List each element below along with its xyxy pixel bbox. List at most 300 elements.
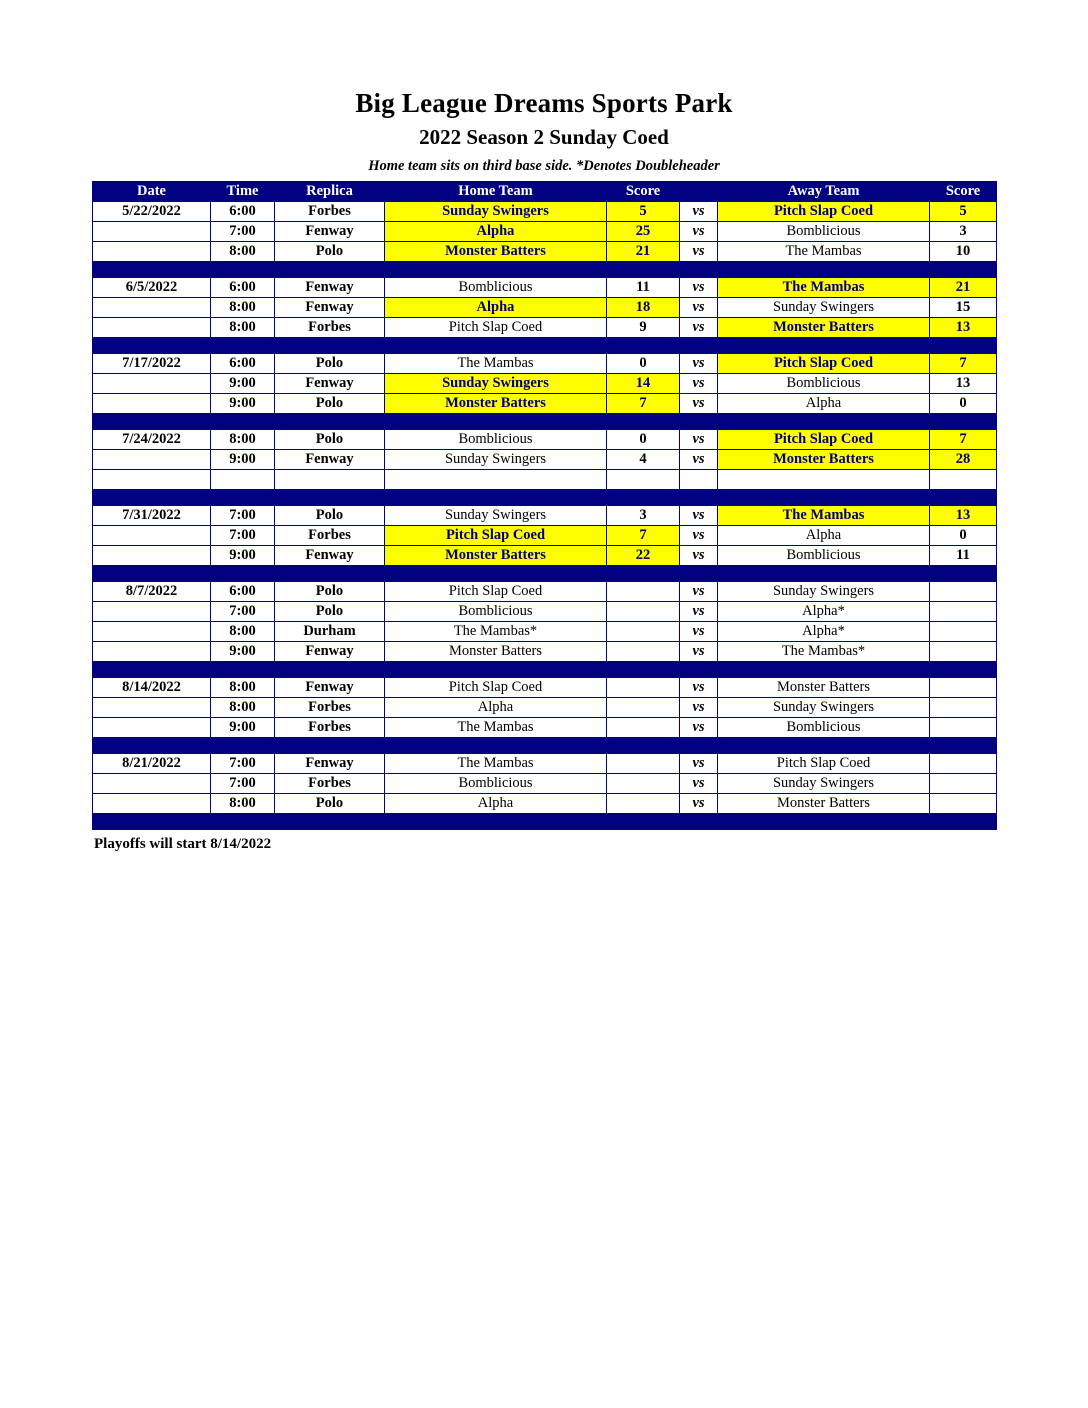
- cell-home-score: 11: [607, 278, 680, 298]
- cell-away-score: 0: [930, 526, 997, 546]
- cell-away-team: Monster Batters: [718, 450, 930, 470]
- cell-replica: Forbes: [275, 718, 385, 738]
- page-title: Big League Dreams Sports Park: [355, 88, 733, 118]
- cell-away-team: Sunday Swingers: [718, 698, 930, 718]
- cell-home-team: Sunday Swingers: [385, 506, 607, 526]
- spacer-cell: [211, 814, 275, 830]
- cell-home-score: 25: [607, 222, 680, 242]
- blank-cell: [607, 470, 680, 490]
- cell-away-team: Sunday Swingers: [718, 298, 930, 318]
- cell-vs-label: vs: [680, 794, 718, 814]
- cell-away-score: 5: [930, 202, 997, 222]
- spacer-cell: [275, 414, 385, 430]
- spacer-cell: [607, 814, 680, 830]
- cell-home-team: Bomblicious: [385, 774, 607, 794]
- column-header-time: Time: [211, 182, 275, 202]
- cell-away-score: 13: [930, 506, 997, 526]
- spacer-cell: [718, 662, 930, 678]
- cell-time: 8:00: [211, 298, 275, 318]
- cell-time: 8:00: [211, 678, 275, 698]
- spacer-cell: [680, 262, 718, 278]
- column-header-replica: Replica: [275, 182, 385, 202]
- cell-away-score: [930, 698, 997, 718]
- table-row: [93, 774, 997, 794]
- cell-replica: Fenway: [275, 222, 385, 242]
- table-header-row: [93, 182, 997, 202]
- cell-date: [93, 394, 211, 414]
- spacer-cell: [930, 662, 997, 678]
- cell-time: 7:00: [211, 222, 275, 242]
- cell-away-score: [930, 718, 997, 738]
- cell-home-team: Bomblicious: [385, 602, 607, 622]
- cell-vs-label: vs: [680, 678, 718, 698]
- cell-date: [93, 698, 211, 718]
- cell-date: [93, 602, 211, 622]
- table-spacer-row: [93, 490, 997, 506]
- cell-away-team: The Mambas*: [718, 642, 930, 662]
- cell-away-team: The Mambas: [718, 242, 930, 262]
- cell-time: 9:00: [211, 374, 275, 394]
- cell-home-score: 7: [607, 394, 680, 414]
- table-row: [93, 242, 997, 262]
- cell-away-team: Bomblicious: [718, 718, 930, 738]
- cell-home-team: Bomblicious: [385, 430, 607, 450]
- cell-time: 7:00: [211, 526, 275, 546]
- spacer-cell: [275, 262, 385, 278]
- cell-away-score: [930, 582, 997, 602]
- cell-time: 8:00: [211, 242, 275, 262]
- cell-replica: Fenway: [275, 546, 385, 566]
- spacer-cell: [680, 814, 718, 830]
- table-row: [93, 622, 997, 642]
- cell-date: 8/7/2022: [93, 582, 211, 602]
- cell-home-team: Monster Batters: [385, 242, 607, 262]
- spacer-cell: [680, 490, 718, 506]
- spacer-cell: [607, 338, 680, 354]
- cell-date: 8/14/2022: [93, 678, 211, 698]
- spacer-cell: [211, 490, 275, 506]
- cell-replica: Forbes: [275, 774, 385, 794]
- spacer-cell: [275, 814, 385, 830]
- spacer-cell: [385, 662, 607, 678]
- column-header-away-team: Away Team: [718, 182, 930, 202]
- spacer-cell: [718, 338, 930, 354]
- table-row: [93, 678, 997, 698]
- table-row: [93, 318, 997, 338]
- cell-away-score: 3: [930, 222, 997, 242]
- cell-time: 9:00: [211, 546, 275, 566]
- cell-vs-label: vs: [680, 202, 718, 222]
- cell-date: 7/24/2022: [93, 430, 211, 450]
- blank-cell: [93, 470, 211, 490]
- cell-time: 7:00: [211, 754, 275, 774]
- cell-home-score: 7: [607, 526, 680, 546]
- cell-away-team: Bomblicious: [718, 374, 930, 394]
- cell-time: 7:00: [211, 602, 275, 622]
- cell-vs-label: vs: [680, 278, 718, 298]
- cell-away-team: Pitch Slap Coed: [718, 202, 930, 222]
- cell-away-team: Bomblicious: [718, 546, 930, 566]
- cell-away-score: 21: [930, 278, 997, 298]
- cell-home-team: Monster Batters: [385, 642, 607, 662]
- column-header-date: Date: [93, 182, 211, 202]
- cell-away-score: [930, 622, 997, 642]
- spacer-cell: [93, 262, 211, 278]
- spacer-cell: [93, 814, 211, 830]
- table-row: [93, 582, 997, 602]
- cell-away-team: The Mambas: [718, 506, 930, 526]
- cell-away-team: Sunday Swingers: [718, 774, 930, 794]
- cell-away-team: Alpha: [718, 526, 930, 546]
- spacer-cell: [718, 414, 930, 430]
- cell-vs-label: vs: [680, 506, 718, 526]
- cell-home-team: Alpha: [385, 298, 607, 318]
- cell-vs-label: vs: [680, 546, 718, 566]
- cell-away-score: 7: [930, 354, 997, 374]
- cell-replica: Fenway: [275, 678, 385, 698]
- cell-vs-label: vs: [680, 354, 718, 374]
- table-row: [93, 374, 997, 394]
- table-row: [93, 602, 997, 622]
- table-row: [93, 450, 997, 470]
- cell-replica: Polo: [275, 506, 385, 526]
- table-spacer-row: [93, 662, 997, 678]
- spacer-cell: [93, 490, 211, 506]
- cell-replica: Forbes: [275, 698, 385, 718]
- cell-date: 5/22/2022: [93, 202, 211, 222]
- cell-date: [93, 774, 211, 794]
- cell-home-score: [607, 754, 680, 774]
- cell-away-team: Monster Batters: [718, 318, 930, 338]
- table-row: [93, 546, 997, 566]
- cell-replica: Fenway: [275, 278, 385, 298]
- table-row: [93, 642, 997, 662]
- blank-cell: [275, 470, 385, 490]
- table-row: [93, 698, 997, 718]
- spacer-cell: [385, 566, 607, 582]
- cell-home-score: 4: [607, 450, 680, 470]
- cell-home-score: [607, 678, 680, 698]
- cell-time: 9:00: [211, 718, 275, 738]
- cell-time: 8:00: [211, 430, 275, 450]
- table-row: [93, 794, 997, 814]
- spacer-cell: [607, 662, 680, 678]
- spacer-cell: [718, 566, 930, 582]
- playoffs-note: Playoffs will start 8/14/2022: [94, 836, 272, 852]
- cell-away-score: [930, 794, 997, 814]
- spacer-cell: [607, 490, 680, 506]
- cell-date: [93, 546, 211, 566]
- cell-away-score: [930, 642, 997, 662]
- cell-home-score: [607, 582, 680, 602]
- spacer-cell: [930, 338, 997, 354]
- cell-home-team: The Mambas*: [385, 622, 607, 642]
- cell-date: [93, 242, 211, 262]
- cell-home-score: 18: [607, 298, 680, 318]
- table-row: [93, 354, 997, 374]
- spacer-cell: [211, 338, 275, 354]
- cell-time: 9:00: [211, 450, 275, 470]
- column-header-away-score: Score: [930, 182, 997, 202]
- cell-away-team: Monster Batters: [718, 794, 930, 814]
- cell-home-score: 5: [607, 202, 680, 222]
- spacer-cell: [607, 262, 680, 278]
- cell-vs-label: vs: [680, 394, 718, 414]
- cell-vs-label: vs: [680, 718, 718, 738]
- cell-date: [93, 526, 211, 546]
- cell-home-score: [607, 698, 680, 718]
- cell-date: 7/17/2022: [93, 354, 211, 374]
- cell-vs-label: vs: [680, 754, 718, 774]
- cell-home-team: The Mambas: [385, 354, 607, 374]
- cell-away-score: 28: [930, 450, 997, 470]
- cell-home-team: Bomblicious: [385, 278, 607, 298]
- cell-replica: Forbes: [275, 526, 385, 546]
- cell-away-score: 10: [930, 242, 997, 262]
- cell-date: [93, 794, 211, 814]
- cell-home-score: 14: [607, 374, 680, 394]
- cell-home-score: [607, 774, 680, 794]
- cell-vs-label: vs: [680, 622, 718, 642]
- spacer-cell: [93, 338, 211, 354]
- table-row: [93, 526, 997, 546]
- spacer-cell: [275, 662, 385, 678]
- cell-home-team: Monster Batters: [385, 394, 607, 414]
- cell-time: 8:00: [211, 622, 275, 642]
- page-subtitle: 2022 Season 2 Sunday Coed: [419, 125, 669, 149]
- spacer-cell: [385, 338, 607, 354]
- blank-cell: [718, 470, 930, 490]
- cell-away-team: Pitch Slap Coed: [718, 354, 930, 374]
- spacer-cell: [718, 814, 930, 830]
- cell-vs-label: vs: [680, 582, 718, 602]
- table-row: [93, 278, 997, 298]
- cell-time: 9:00: [211, 394, 275, 414]
- spacer-cell: [930, 490, 997, 506]
- cell-away-team: Bomblicious: [718, 222, 930, 242]
- spacer-cell: [930, 566, 997, 582]
- spacer-cell: [211, 414, 275, 430]
- cell-home-score: [607, 718, 680, 738]
- spacer-cell: [385, 814, 607, 830]
- cell-date: [93, 298, 211, 318]
- cell-time: 8:00: [211, 318, 275, 338]
- cell-vs-label: vs: [680, 222, 718, 242]
- table-spacer-row: [93, 338, 997, 354]
- cell-date: 7/31/2022: [93, 506, 211, 526]
- cell-replica: Fenway: [275, 754, 385, 774]
- cell-home-team: Pitch Slap Coed: [385, 526, 607, 546]
- cell-replica: Polo: [275, 430, 385, 450]
- cell-date: 6/5/2022: [93, 278, 211, 298]
- table-spacer-row: [93, 262, 997, 278]
- cell-home-team: Pitch Slap Coed: [385, 678, 607, 698]
- blank-cell: [211, 470, 275, 490]
- blank-cell: [930, 470, 997, 490]
- cell-home-team: Pitch Slap Coed: [385, 318, 607, 338]
- spacer-cell: [275, 338, 385, 354]
- spacer-cell: [211, 662, 275, 678]
- spacer-cell: [275, 490, 385, 506]
- cell-vs-label: vs: [680, 698, 718, 718]
- cell-away-score: [930, 774, 997, 794]
- blank-cell: [680, 470, 718, 490]
- cell-replica: Polo: [275, 602, 385, 622]
- cell-time: 6:00: [211, 278, 275, 298]
- table-row: [93, 430, 997, 450]
- cell-time: 8:00: [211, 794, 275, 814]
- spacer-cell: [211, 738, 275, 754]
- cell-away-team: Sunday Swingers: [718, 582, 930, 602]
- spacer-cell: [930, 262, 997, 278]
- cell-date: [93, 718, 211, 738]
- cell-vs-label: vs: [680, 526, 718, 546]
- cell-replica: Fenway: [275, 642, 385, 662]
- cell-away-team: Alpha*: [718, 602, 930, 622]
- cell-home-score: 3: [607, 506, 680, 526]
- spacer-cell: [930, 738, 997, 754]
- cell-away-score: 7: [930, 430, 997, 450]
- cell-home-team: Sunday Swingers: [385, 202, 607, 222]
- cell-vs-label: vs: [680, 642, 718, 662]
- spacer-cell: [680, 662, 718, 678]
- cell-away-team: The Mambas: [718, 278, 930, 298]
- cell-replica: Fenway: [275, 450, 385, 470]
- cell-home-team: Monster Batters: [385, 546, 607, 566]
- cell-date: [93, 222, 211, 242]
- spacer-cell: [385, 262, 607, 278]
- cell-time: 6:00: [211, 354, 275, 374]
- cell-vs-label: vs: [680, 298, 718, 318]
- schedule-table: [92, 181, 997, 830]
- cell-home-score: 22: [607, 546, 680, 566]
- cell-vs-label: vs: [680, 242, 718, 262]
- spacer-cell: [211, 262, 275, 278]
- cell-time: 6:00: [211, 582, 275, 602]
- cell-away-score: [930, 754, 997, 774]
- cell-home-score: 0: [607, 354, 680, 374]
- cell-home-team: Pitch Slap Coed: [385, 582, 607, 602]
- spacer-cell: [93, 738, 211, 754]
- cell-vs-label: vs: [680, 430, 718, 450]
- cell-replica: Polo: [275, 394, 385, 414]
- cell-date: [93, 374, 211, 394]
- spacer-cell: [930, 414, 997, 430]
- spacer-cell: [607, 738, 680, 754]
- cell-away-score: [930, 602, 997, 622]
- cell-replica: Polo: [275, 582, 385, 602]
- cell-replica: Polo: [275, 242, 385, 262]
- cell-replica: Fenway: [275, 298, 385, 318]
- spacer-cell: [607, 414, 680, 430]
- cell-replica: Forbes: [275, 318, 385, 338]
- spacer-cell: [211, 566, 275, 582]
- cell-home-score: 0: [607, 430, 680, 450]
- cell-vs-label: vs: [680, 602, 718, 622]
- cell-replica: Polo: [275, 794, 385, 814]
- table-row: [93, 754, 997, 774]
- cell-time: 7:00: [211, 506, 275, 526]
- cell-away-score: 15: [930, 298, 997, 318]
- spacer-cell: [385, 738, 607, 754]
- table-row: [93, 718, 997, 738]
- cell-home-team: Sunday Swingers: [385, 450, 607, 470]
- cell-vs-label: vs: [680, 318, 718, 338]
- cell-date: 8/21/2022: [93, 754, 211, 774]
- cell-time: 8:00: [211, 698, 275, 718]
- cell-home-score: [607, 642, 680, 662]
- cell-date: [93, 318, 211, 338]
- cell-home-score: 9: [607, 318, 680, 338]
- table-spacer-row: [93, 566, 997, 582]
- spacer-cell: [680, 566, 718, 582]
- spacer-cell: [680, 414, 718, 430]
- cell-away-team: Pitch Slap Coed: [718, 754, 930, 774]
- cell-home-team: Alpha: [385, 698, 607, 718]
- column-header-vs: [680, 182, 718, 202]
- spacer-cell: [680, 738, 718, 754]
- spacer-cell: [93, 662, 211, 678]
- cell-home-team: Alpha: [385, 222, 607, 242]
- spacer-cell: [385, 414, 607, 430]
- spacer-cell: [385, 490, 607, 506]
- spacer-cell: [718, 262, 930, 278]
- cell-replica: Fenway: [275, 374, 385, 394]
- cell-replica: Forbes: [275, 202, 385, 222]
- spacer-cell: [275, 566, 385, 582]
- cell-home-score: [607, 602, 680, 622]
- table-row: [93, 298, 997, 318]
- table-blank-row: [93, 470, 997, 490]
- spacer-cell: [607, 566, 680, 582]
- cell-away-score: [930, 678, 997, 698]
- spacer-cell: [275, 738, 385, 754]
- table-spacer-row: [93, 738, 997, 754]
- cell-home-score: [607, 794, 680, 814]
- cell-replica: Polo: [275, 354, 385, 374]
- cell-away-team: Pitch Slap Coed: [718, 430, 930, 450]
- cell-time: 6:00: [211, 202, 275, 222]
- cell-away-team: Alpha: [718, 394, 930, 414]
- spacer-cell: [93, 414, 211, 430]
- home-team-note: Home team sits on third base side. *Denotes Doubleheader: [368, 158, 720, 174]
- cell-away-team: Alpha*: [718, 622, 930, 642]
- column-header-home-score: Score: [607, 182, 680, 202]
- spacer-cell: [93, 566, 211, 582]
- cell-vs-label: vs: [680, 774, 718, 794]
- table-row: [93, 506, 997, 526]
- schedule-body: [93, 202, 997, 830]
- blank-cell: [385, 470, 607, 490]
- table-row: [93, 222, 997, 242]
- cell-time: 7:00: [211, 774, 275, 794]
- table-row: [93, 202, 997, 222]
- cell-away-score: 13: [930, 318, 997, 338]
- cell-vs-label: vs: [680, 374, 718, 394]
- spacer-cell: [718, 738, 930, 754]
- cell-replica: Durham: [275, 622, 385, 642]
- cell-date: [93, 450, 211, 470]
- spacer-cell: [930, 814, 997, 830]
- cell-home-team: The Mambas: [385, 718, 607, 738]
- cell-away-score: 13: [930, 374, 997, 394]
- cell-away-score: 11: [930, 546, 997, 566]
- cell-away-score: 0: [930, 394, 997, 414]
- cell-home-team: The Mambas: [385, 754, 607, 774]
- spacer-cell: [718, 490, 930, 506]
- cell-home-score: 21: [607, 242, 680, 262]
- cell-date: [93, 622, 211, 642]
